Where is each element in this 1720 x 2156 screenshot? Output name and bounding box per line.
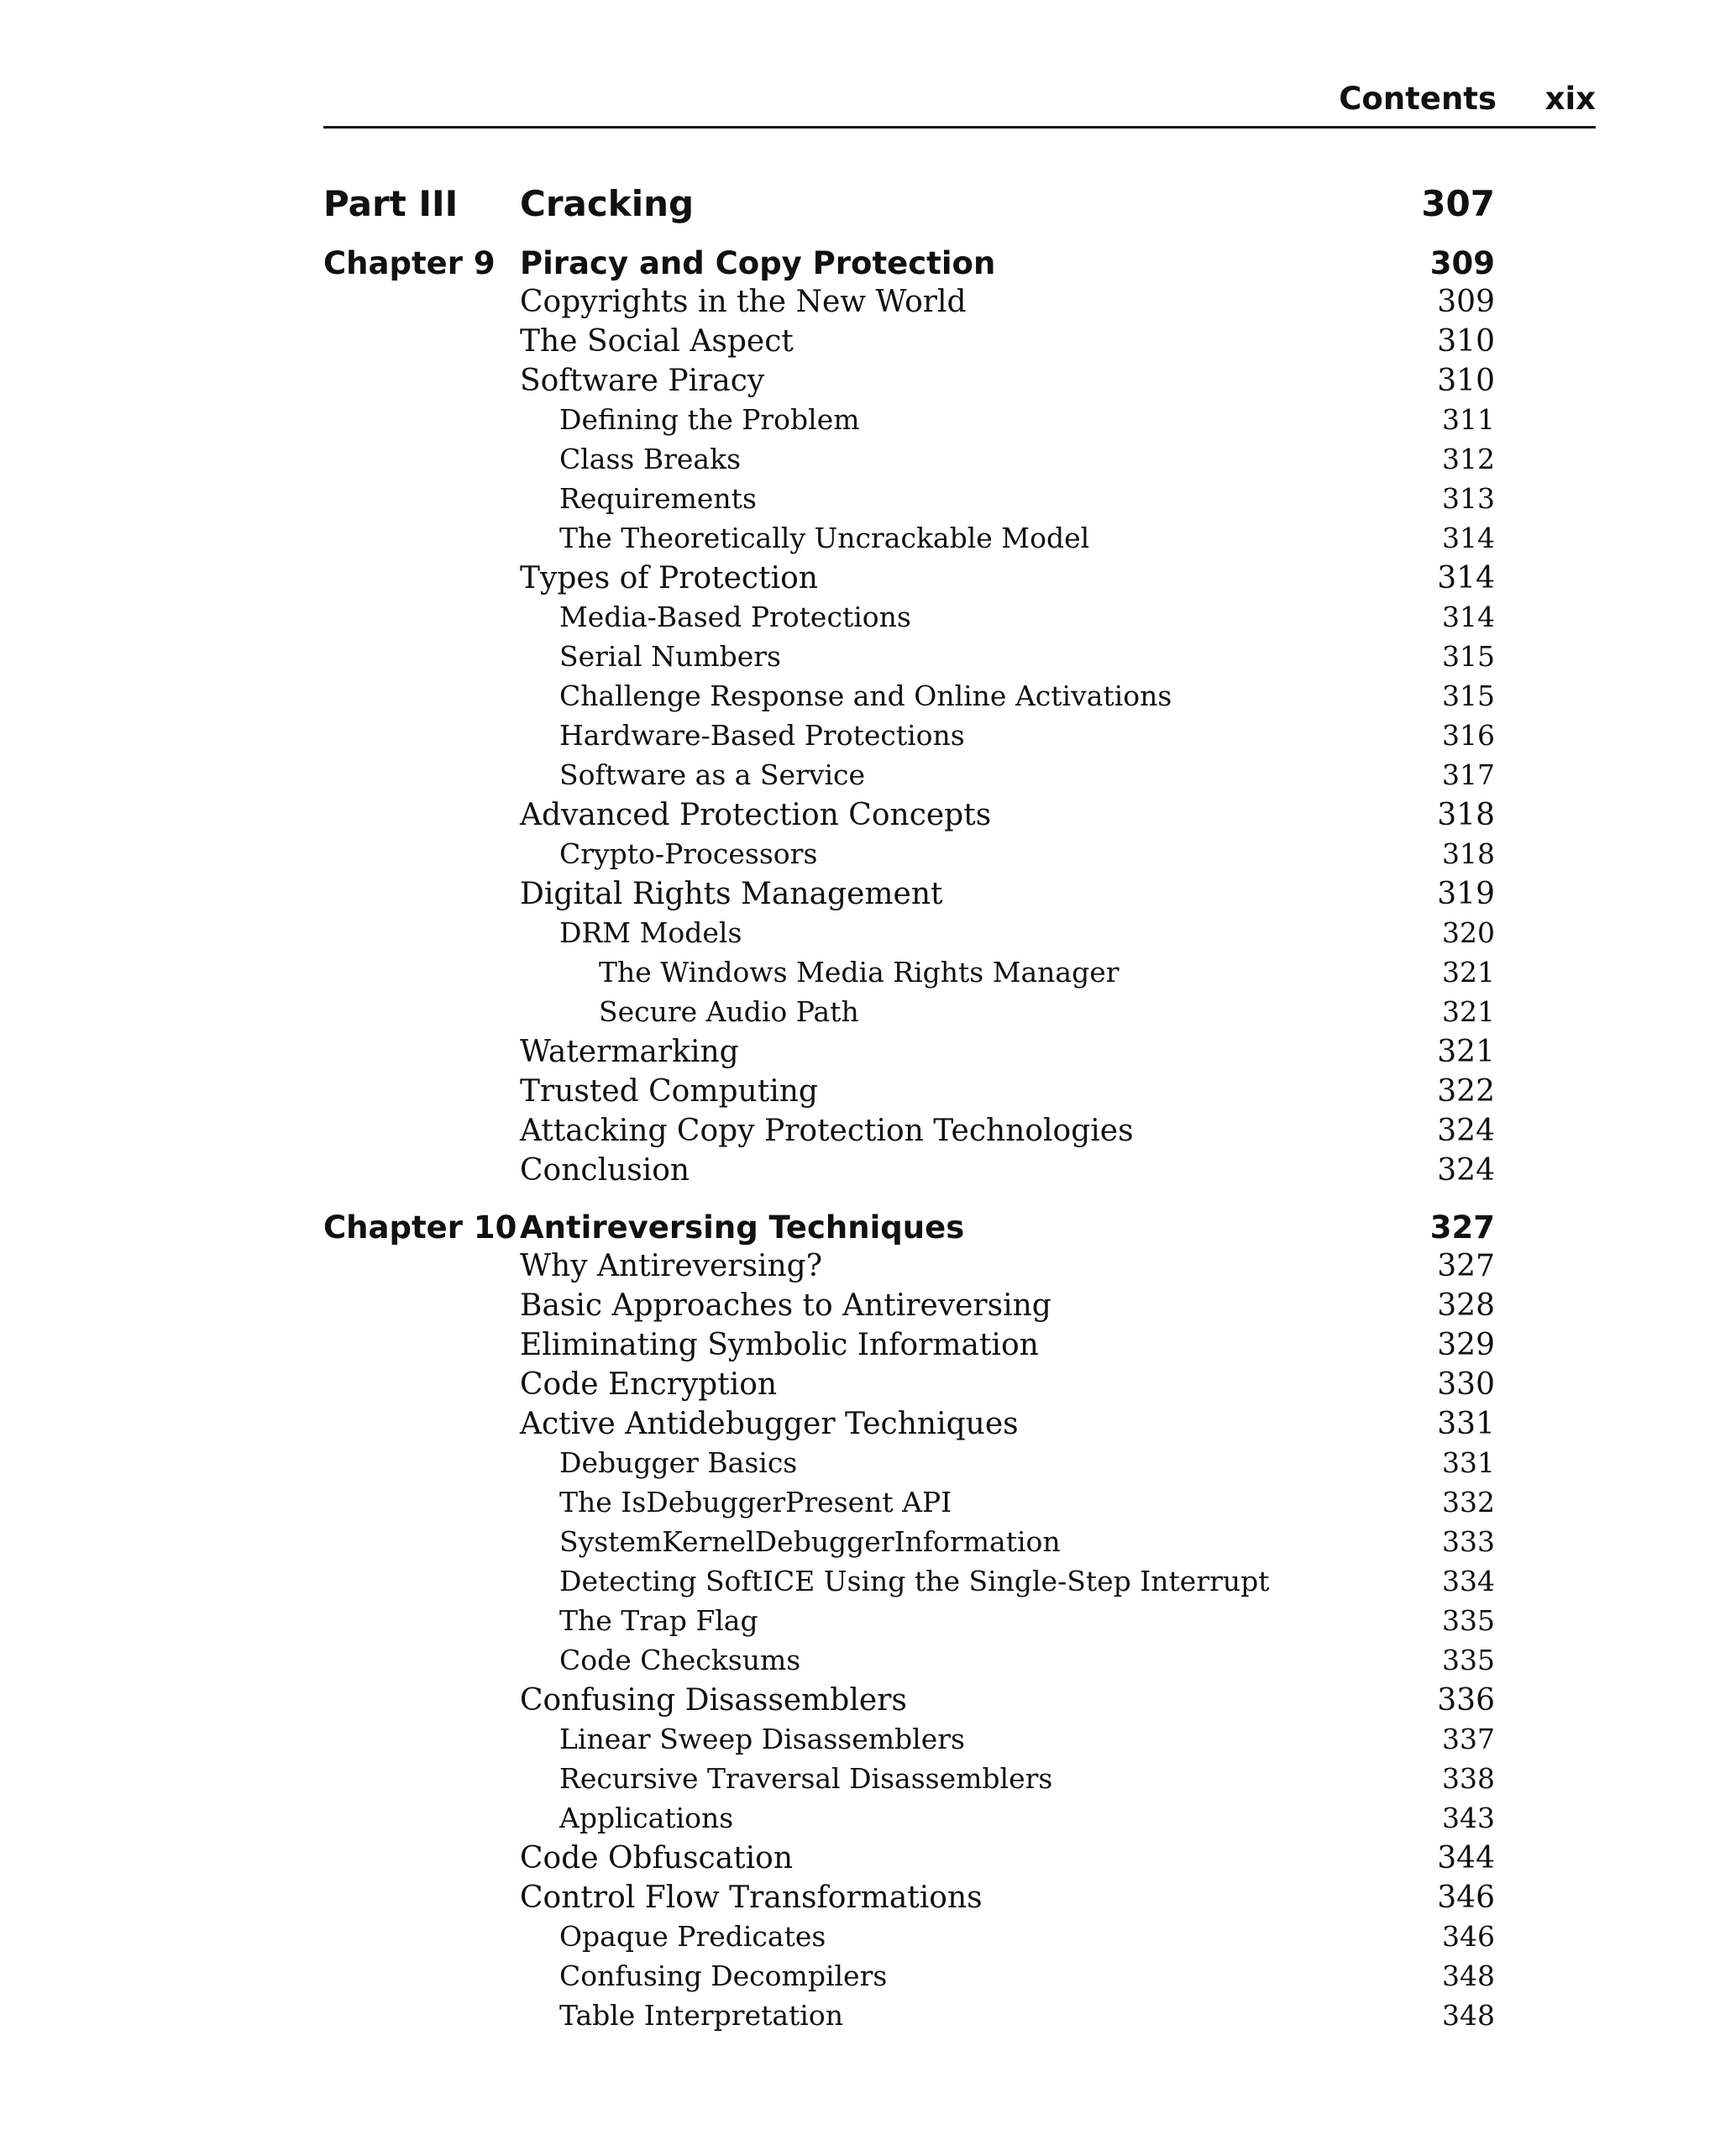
toc-entry[interactable] [323, 837, 1495, 876]
toc-entry-title: Why Antireversing? [520, 1249, 823, 1283]
toc-entry-page: 310 [1437, 324, 1495, 359]
toc-entry-title: Types of Protection [520, 561, 818, 595]
toc-entry-page: 331 [1437, 1407, 1495, 1441]
toc-entry-page: 321 [1442, 956, 1495, 989]
toc-entry[interactable] [323, 1525, 1495, 1564]
toc-entry-title: Crypto-Processors [559, 837, 818, 870]
toc-entry-page: 313 [1442, 482, 1495, 515]
toc-entry[interactable] [323, 324, 1495, 363]
toc-entry-page: 321 [1437, 1035, 1495, 1069]
toc-entry-page: 310 [1437, 364, 1495, 398]
toc-entry-page: 338 [1442, 1762, 1495, 1795]
header-section-title: Contents [1339, 81, 1497, 117]
toc-entry-page: 314 [1442, 601, 1495, 633]
toc-entry-page: 332 [1442, 1486, 1495, 1519]
toc-entry-title: Hardware-Based Protections [559, 719, 965, 752]
toc-entry[interactable] [323, 522, 1495, 560]
header-page-number: xix [1544, 81, 1596, 117]
toc-entry-page: 316 [1442, 719, 1495, 752]
toc-entry-page: 319 [1437, 877, 1495, 911]
toc-entry[interactable] [323, 916, 1495, 955]
toc-entry-title: Detecting SoftICE Using the Single-Step Interrupt [559, 1565, 1270, 1597]
toc-entry-page: 335 [1442, 1604, 1495, 1637]
toc-entry-page: 321 [1442, 995, 1495, 1028]
toc-entry-title: Recursive Traversal Disassemblers [559, 1762, 1053, 1795]
chapter-page: 309 [1429, 245, 1495, 281]
toc-entry-page: 334 [1442, 1565, 1495, 1597]
toc-entry-title: Challenge Response and Online Activations [559, 679, 1172, 712]
toc-entry-title: Code Checksums [559, 1644, 801, 1676]
toc-entry[interactable] [323, 1486, 1495, 1524]
toc-entry-page: 333 [1442, 1525, 1495, 1558]
toc-entry[interactable] [323, 798, 1495, 837]
toc-entry[interactable] [323, 1328, 1495, 1367]
toc-entry[interactable] [323, 1249, 1495, 1288]
toc-entry[interactable] [323, 1802, 1495, 1840]
toc-entry-page: 328 [1437, 1288, 1495, 1323]
toc-entry[interactable] [323, 1604, 1495, 1643]
toc-entry-page: 318 [1437, 798, 1495, 832]
toc-entry[interactable] [323, 679, 1495, 718]
toc-entry[interactable] [323, 601, 1495, 639]
running-header [323, 74, 1596, 129]
toc-entry[interactable] [323, 285, 1495, 323]
toc-entry-page: 346 [1442, 1920, 1495, 1953]
toc-entry[interactable] [323, 561, 1495, 600]
toc-entry-page: 315 [1442, 679, 1495, 712]
toc-entry-page: 331 [1442, 1446, 1495, 1479]
toc-entry-page: 324 [1437, 1114, 1495, 1148]
toc-entry-title: Software Piracy [520, 364, 765, 398]
toc-entry[interactable] [323, 1999, 1495, 2038]
toc-entry[interactable] [323, 1683, 1495, 1722]
toc-entry-title: Applications [559, 1802, 734, 1834]
toc-entry[interactable] [323, 877, 1495, 915]
toc-entry-title: Secure Audio Path [599, 995, 859, 1028]
toc-entry-title: Basic Approaches to Antireversing [520, 1288, 1051, 1323]
toc-entry[interactable] [323, 719, 1495, 758]
toc-entry-page: 314 [1442, 522, 1495, 554]
toc-entry-title: Debugger Basics [559, 1446, 798, 1479]
toc-entry-page: 320 [1442, 916, 1495, 949]
toc-entry-title: Active Antidebugger Techniques [520, 1407, 1019, 1441]
toc-entry[interactable] [323, 1841, 1495, 1880]
toc-entry-page: 348 [1442, 1959, 1495, 1992]
toc-entry[interactable] [323, 1644, 1495, 1682]
toc-entry-page: 309 [1437, 285, 1495, 319]
toc-entry-page: 324 [1437, 1153, 1495, 1188]
toc-entry-page: 329 [1437, 1328, 1495, 1362]
toc-entry[interactable] [323, 1153, 1495, 1192]
toc-entry[interactable] [323, 995, 1495, 1034]
toc-entry-title: Software as a Service [559, 758, 866, 791]
toc-entry[interactable] [323, 403, 1495, 442]
toc-entry[interactable] [323, 1288, 1495, 1327]
toc-entry-title: The Windows Media Rights Manager [599, 956, 1120, 989]
toc-entry-page: 327 [1437, 1249, 1495, 1283]
toc-entry[interactable] [323, 1367, 1495, 1406]
toc-entry-page: 335 [1442, 1644, 1495, 1676]
chapter-page: 327 [1429, 1209, 1495, 1246]
toc-entry[interactable] [323, 1920, 1495, 1959]
toc-entry-title: Media-Based Protections [559, 601, 911, 633]
toc-entry[interactable] [323, 1035, 1495, 1073]
toc-entry[interactable] [323, 1565, 1495, 1603]
toc-entry-title: The Social Aspect [520, 324, 794, 359]
toc-entry[interactable] [323, 640, 1495, 679]
toc-entry-title: Attacking Copy Protection Technologies [520, 1114, 1134, 1148]
toc-entry-title: Digital Rights Management [520, 877, 943, 911]
toc-entry-title: The Trap Flag [559, 1604, 758, 1637]
toc-entry-title: Linear Sweep Disassemblers [559, 1723, 965, 1755]
toc-entry-title: SystemKernelDebuggerInformation [559, 1525, 1061, 1558]
chapter-label: Chapter 9 [323, 245, 496, 281]
toc-entry-title: Control Flow Transformations [520, 1881, 983, 1915]
chapter-row[interactable] [323, 245, 1495, 284]
toc-entry[interactable] [323, 1959, 1495, 1998]
toc-entry-title: Class Breaks [559, 443, 741, 475]
toc-entry-title: The Theoretically Uncrackable Model [559, 522, 1090, 554]
toc-entry[interactable] [323, 482, 1495, 521]
toc-entry-page: 346 [1437, 1881, 1495, 1915]
part-title: Cracking [520, 183, 695, 224]
toc-entry-title: DRM Models [559, 916, 742, 949]
toc-entry[interactable] [323, 1881, 1495, 1919]
toc-entry[interactable] [323, 1723, 1495, 1761]
toc-entry[interactable] [323, 1407, 1495, 1445]
toc-entry[interactable] [323, 1446, 1495, 1485]
toc-entry-title: Serial Numbers [559, 640, 781, 673]
toc-entry[interactable] [323, 1762, 1495, 1801]
toc-entry-page: 344 [1437, 1841, 1495, 1875]
part-row [323, 183, 1495, 230]
chapter-title: Antireversing Techniques [520, 1209, 965, 1246]
toc-entry-page: 337 [1442, 1723, 1495, 1755]
toc-entry-title: Confusing Decompilers [559, 1959, 888, 1992]
toc-entry-title: Conclusion [520, 1153, 690, 1188]
toc-entry-title: Eliminating Symbolic Information [520, 1328, 1039, 1362]
chapter-label: Chapter 10 [323, 1209, 517, 1246]
toc-entry-title: Table Interpretation [559, 1999, 843, 2032]
toc-entry-page: 314 [1437, 561, 1495, 595]
toc-entry-page: 322 [1437, 1074, 1495, 1109]
toc-entry-title: Confusing Disassemblers [520, 1683, 907, 1718]
toc-entry-title: Requirements [559, 482, 757, 515]
toc-entry[interactable] [323, 1074, 1495, 1113]
toc-entry-title: Defining the Problem [559, 403, 860, 436]
toc-entry[interactable] [323, 443, 1495, 481]
toc-entry-title: Code Encryption [520, 1367, 778, 1402]
toc-entry-page: 343 [1442, 1802, 1495, 1834]
toc-entry[interactable] [323, 758, 1495, 797]
part-label: Part III [323, 183, 459, 224]
toc-entry-title: Opaque Predicates [559, 1920, 826, 1953]
toc-entry-page: 317 [1442, 758, 1495, 791]
toc-entry-page: 311 [1442, 403, 1495, 436]
toc-entry[interactable] [323, 364, 1495, 402]
toc-entry[interactable] [323, 956, 1495, 994]
toc-entry-page: 318 [1442, 837, 1495, 870]
chapter-title: Piracy and Copy Protection [520, 245, 996, 281]
toc-entry-title: Advanced Protection Concepts [520, 798, 992, 832]
toc-entry-title: Code Obfuscation [520, 1841, 794, 1875]
chapter-row[interactable] [323, 1209, 1495, 1248]
toc-entry-title: The IsDebuggerPresent API [559, 1486, 952, 1519]
toc-entry-page: 348 [1442, 1999, 1495, 2032]
toc-entry-page: 315 [1442, 640, 1495, 673]
toc-entry-title: Watermarking [520, 1035, 739, 1069]
toc-entry[interactable] [323, 1114, 1495, 1152]
toc-entry-page: 336 [1437, 1683, 1495, 1718]
toc-entry-page: 330 [1437, 1367, 1495, 1402]
toc-entry-title: Trusted Computing [520, 1074, 818, 1109]
toc-entry-page: 312 [1442, 443, 1495, 475]
part-page: 307 [1421, 183, 1495, 224]
toc-entry-title: Copyrights in the New World [520, 285, 967, 319]
